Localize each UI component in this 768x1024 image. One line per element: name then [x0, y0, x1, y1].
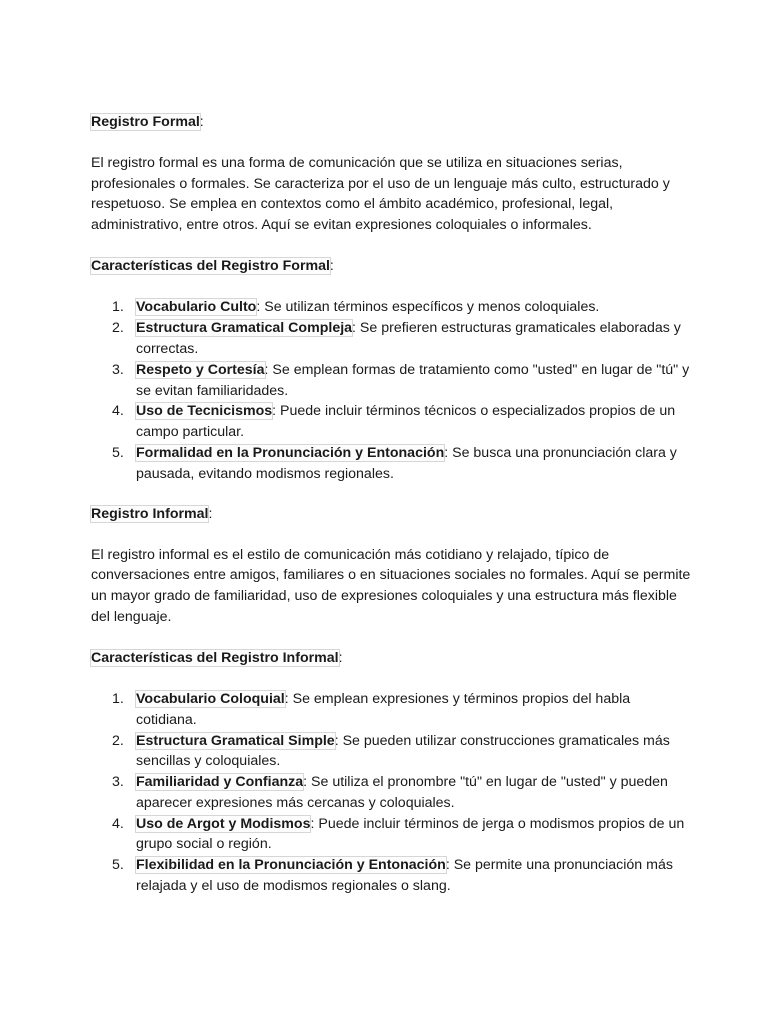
list-heading-informal	[91, 648, 691, 669]
item-term: Vocabulario Culto	[136, 299, 257, 316]
list-number: 1.	[112, 690, 124, 707]
list-item	[91, 772, 691, 813]
heading-term: Registro Informal	[91, 505, 209, 522]
section-paragraph-informal: El registro informal es el estilo de comunicación más cotidiano y relajado, típico de conversaciones entre amigos, familiares o en situaciones sociales no formales. Aquí se permite un mayor grado de familiaridad, uso de expresiones coloquiales y una estructura más flexible del lenguaje.	[91, 546, 691, 625]
list-number: 2.	[112, 320, 124, 337]
heading-suffix: :	[208, 505, 213, 522]
item-text: : Se busca una pronunciación clara y pausada, evitando modismos regionales.	[136, 445, 677, 482]
item-text: : Puede incluir términos de jerga o modismos propios de un grupo social o región.	[136, 815, 685, 853]
list-item	[91, 731, 691, 772]
heading-suffix: :	[338, 649, 343, 666]
characteristics-list-informal	[91, 689, 691, 897]
item-text: : Se prefieren estructuras gramaticales elaboradas y correctas.	[136, 320, 681, 357]
list-item	[91, 443, 691, 484]
section-heading-formal	[91, 112, 691, 133]
list-item	[91, 318, 691, 359]
item-text: : Se pueden utilizar construcciones gramaticales más sencillas y coloquiales.	[136, 732, 670, 770]
item-term: Vocabulario Coloquial	[136, 690, 285, 707]
item-text: : Se utiliza el pronombre "tú" en lugar de "usted" y pueden aparecer expresiones más cercanas y coloquiales.	[136, 774, 668, 811]
heading-term: Características del Registro Informal	[91, 649, 339, 666]
list-number: 3.	[112, 361, 124, 378]
item-term: Formalidad en la Pronunciación y Entonación	[136, 445, 445, 462]
list-item	[91, 360, 691, 401]
list-item	[91, 297, 691, 318]
heading-suffix: :	[199, 114, 204, 130]
list-number: 3.	[112, 774, 124, 791]
list-heading-formal	[91, 256, 691, 277]
heading-term: Características del Registro Formal	[91, 258, 330, 275]
item-term: Uso de Tecnicismos	[136, 403, 273, 420]
section-heading-informal	[91, 504, 691, 525]
heading-term: Registro Formal	[91, 114, 200, 130]
item-text: : Se permite una pronunciación más relajada y el uso de modismos regionales o slang.	[136, 857, 673, 894]
list-number: 4.	[112, 403, 124, 420]
list-number: 5.	[112, 857, 124, 874]
list-item	[91, 814, 691, 855]
item-text: : Se utilizan términos específicos y menos coloquiales.	[256, 299, 600, 316]
item-term: Uso de Argot y Modismos	[136, 815, 311, 832]
heading-suffix: :	[329, 258, 334, 275]
list-number: 1.	[112, 299, 124, 316]
list-item	[91, 401, 691, 442]
list-number: 5.	[112, 445, 124, 462]
section-paragraph-formal: El registro formal es una forma de comunicación que se utiliza en situaciones serias, profesionales o formales. Se caracteriza por el uso de un lenguaje más culto, estructurado y respetuoso. Se emplea en contextos como el ámbito académico, profesional, legal, administrativo, entre otros. Aquí se evitan expresiones coloquiales o informales.	[91, 155, 670, 233]
item-term: Estructura Gramatical Simple	[136, 732, 335, 749]
item-term: Familiaridad y Confianza	[136, 774, 304, 791]
list-item	[91, 689, 691, 730]
list-number: 2.	[112, 732, 124, 749]
item-text: : Se emplean formas de tratamiento como "usted" en lugar de "tú" y se evitan familiaridades.	[136, 361, 690, 399]
item-text: : Puede incluir términos técnicos o especializados propios de un campo particular.	[136, 403, 676, 441]
item-term: Estructura Gramatical Compleja	[136, 320, 353, 337]
item-term: Respeto y Cortesía	[136, 361, 265, 378]
list-item	[91, 855, 691, 896]
characteristics-list-formal	[91, 297, 691, 484]
list-number: 4.	[112, 815, 124, 832]
document-page	[91, 112, 691, 897]
item-text: : Se emplean expresiones y términos propios del habla cotidiana.	[136, 690, 631, 728]
item-term: Flexibilidad en la Pronunciación y Entonación	[136, 857, 446, 874]
